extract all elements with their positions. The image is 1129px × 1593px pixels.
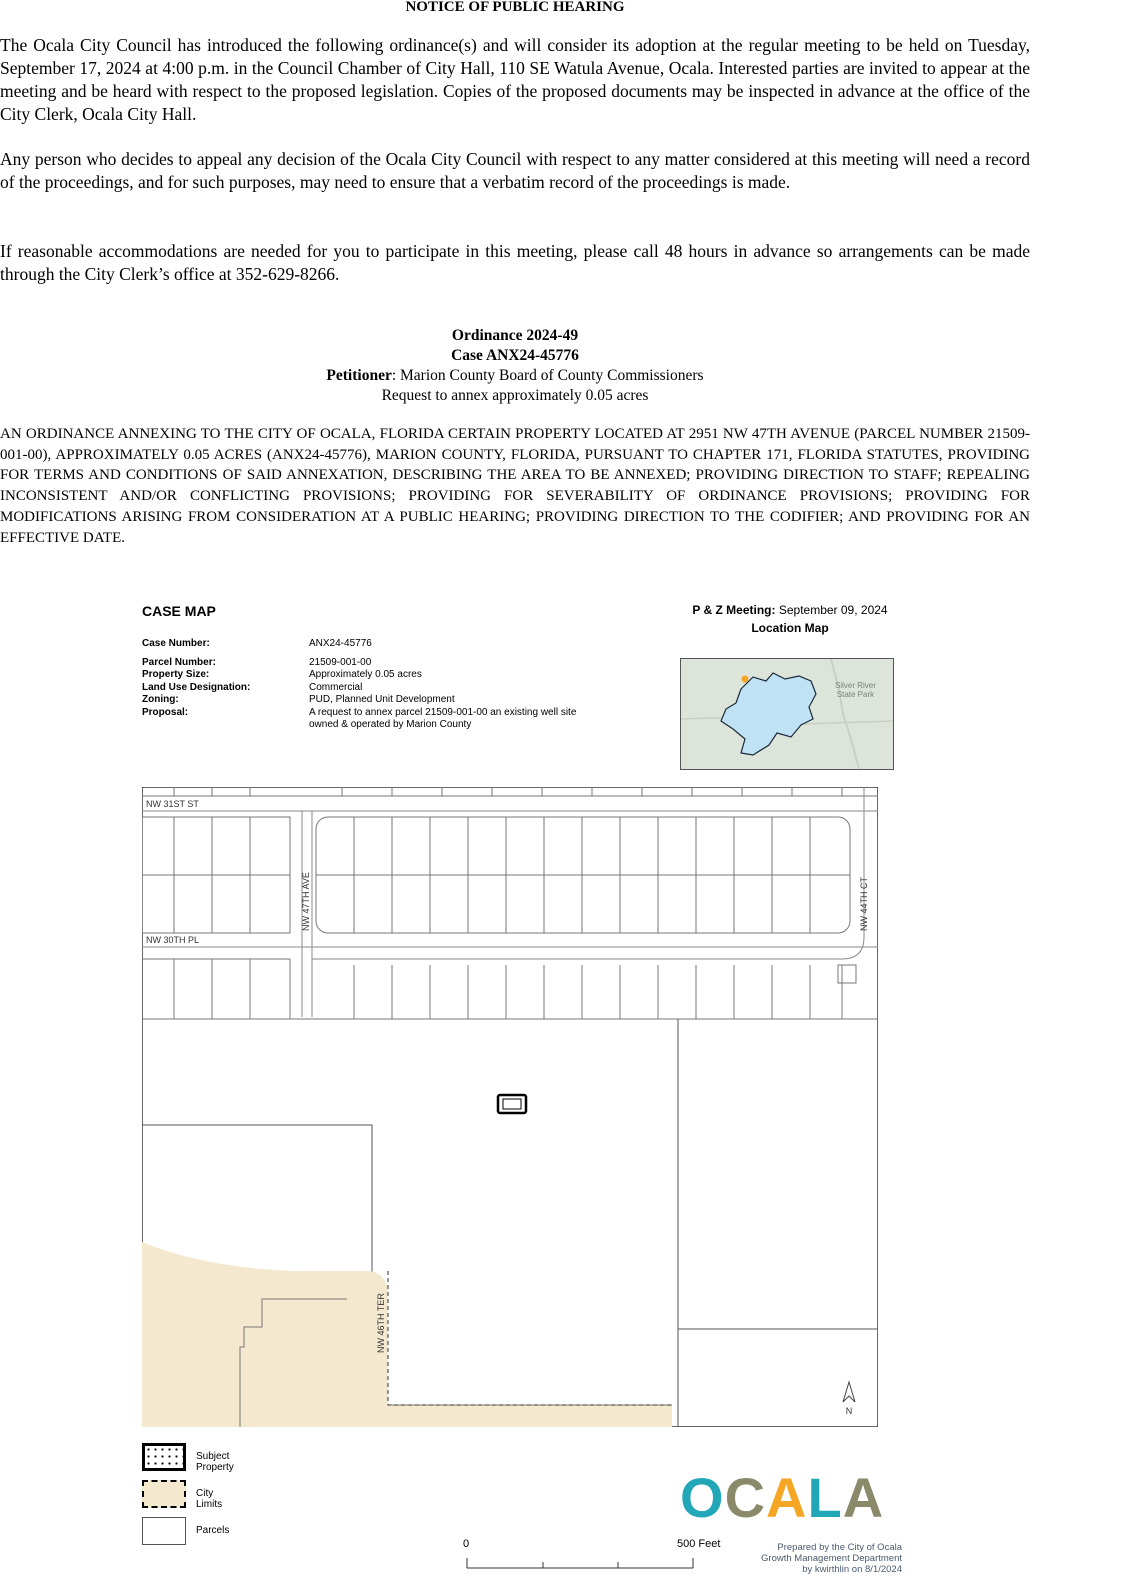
street-label-nw-44th-ct: NW 44TH CT — [859, 877, 869, 931]
location-map-title: Location Map — [751, 621, 829, 635]
case-number-value: ANX24-45776 — [309, 638, 372, 649]
subject-location-marker — [742, 676, 749, 683]
meeting-paragraph: The Ocala City Council has introduced the following ordinance(s) and will consider its adoption at the regular meeting to be held on Tuesday, September 17, 2024 at 4:00 p.m. in the Council Chamber of City Hall, 110 SE Watula Avenue, Ocala. Interested parties are invited to appear at the meeting and be heard with respect to the proposed legislation. Copies of the proposed documents may be inspected in advance at the office of the City Clerk, Ocala City Hall. — [0, 35, 1030, 124]
request-line: Request to annex approximately 0.05 acres — [381, 387, 649, 404]
prepared-by-line-1: Prepared by the City of Ocala — [777, 1542, 902, 1553]
prepared-by — [720, 1542, 902, 1575]
north-label: N — [845, 1406, 853, 1416]
legend-parcels-label: Parcels — [196, 1525, 230, 1536]
parcels-swatch — [142, 1517, 186, 1545]
subject-property-marker — [498, 1095, 526, 1113]
case-number: Case ANX24-45776 — [451, 347, 579, 364]
case-number-label: Case Number: — [142, 638, 210, 649]
pz-meeting-label: P & Z Meeting: — [692, 603, 776, 617]
proposal-label: Proposal: — [142, 706, 189, 718]
legend-city-limits-label: City Limits — [196, 1488, 223, 1510]
legend-subject-property-label: Subject Property — [196, 1451, 234, 1473]
scale-bar-graphic — [463, 1538, 733, 1578]
case-info-labels — [142, 638, 250, 719]
pz-meeting — [640, 603, 940, 617]
ordinance-number: Ordinance 2024-49 — [451, 327, 579, 344]
parcel-number-label: Parcel Number: — [142, 656, 216, 668]
zoning-label: Zoning: — [142, 694, 179, 705]
street-label-nw-46th-ter: NW 46TH TER — [376, 1293, 386, 1353]
zoning-value: PUD, Planned Unit Development — [309, 694, 455, 705]
petitioner-label: Petitioner — [326, 367, 392, 384]
scale-start-label: 0 — [463, 1538, 470, 1550]
parcel-number-value: 21509-001-00 — [309, 656, 372, 668]
petitioner-value: : Marion County Board of County Commissioners — [391, 367, 704, 384]
subject-property-swatch — [142, 1443, 186, 1471]
land-use-label: Land Use Designation: — [142, 681, 251, 693]
land-use-value: Commercial — [309, 681, 363, 693]
location-map — [680, 658, 894, 770]
appeal-paragraph: Any person who decides to appeal any decision of the Ocala City Council with respect to any matter considered at this meeting will need a record of the proceedings, and for such purposes, may need to ensure that a verbatim record of the proceedings is made. — [0, 149, 1030, 192]
notice-heading: NOTICE OF PUBLIC HEARING — [405, 0, 625, 15]
petitioner-line — [0, 366, 1030, 386]
proposal-value-2: owned & operated by Marion County — [309, 719, 472, 730]
pz-meeting-date: September 09, 2024 — [775, 603, 888, 617]
scale-end-label: 500 Feet — [677, 1538, 721, 1550]
street-label-nw-30th-pl: NW 30TH PL — [146, 935, 200, 945]
city-limits-swatch — [142, 1480, 186, 1508]
silver-river-label: Silver River State Park — [835, 681, 876, 699]
location-map-graphic — [681, 659, 893, 769]
parcel-map — [142, 787, 878, 1427]
street-label-nw-31st-st: NW 31ST ST — [146, 799, 199, 809]
ocala-logo-text: OCALA — [680, 1466, 885, 1525]
case-map — [0, 590, 1129, 1593]
case-info-values — [309, 638, 576, 732]
ordinance-header — [0, 326, 1030, 406]
property-size-value: Approximately 0.05 acres — [309, 669, 422, 680]
case-map-title: CASE MAP — [142, 603, 216, 619]
scale-bar — [463, 1538, 733, 1578]
accommodations-paragraph: If reasonable accommodations are needed for you to participate in this meeting, please call 48 hours in advance so arrangements can be made through the City Clerk’s office at 352-629-8266. — [0, 241, 1030, 284]
ordinance-text: AN ORDINANCE ANNEXING TO THE CITY OF OCALA, FLORIDA CERTAIN PROPERTY LOCATED AT 2951 NW 47TH AVENUE (PARCEL NUMBER 21509-001-00), APPROXIMATELY 0.05 ACRES (ANX24-45776), MARION COUNTY, FLORIDA, PURSUANT TO CHAPTER 171, FLORIDA STATUTES, PROVIDING FOR TERMS AND CONDITIONS OF SAID ANNEXATION, DESCRIBING THE AREA TO BE ANNEXED; PROVIDING DIRECTION TO STAFF; REPEALING INCONSISTENT AND/OR CONFLICTING PROVISIONS; PROVIDING FOR SEVERABILITY OF ORDINANCE PROVISIONS; PROVIDING FOR MODIFICATIONS ARISING FROM CONSIDERATION AT A PUBLIC HEARING; PROVIDING DIRECTION TO THE CODIFIER; AND PROVIDING FOR AN EFFECTIVE DATE. — [0, 426, 1030, 546]
proposal-value-1: A request to annex parcel 21509-001-00 an existing well site — [309, 706, 577, 718]
prepared-by-line-3: by kwirthlin on 8/1/2024 — [802, 1564, 902, 1575]
ocala-logo — [680, 1465, 900, 1525]
street-label-nw-47th-ave: NW 47TH AVE — [301, 872, 311, 931]
prepared-by-line-2: Growth Management Department — [761, 1553, 902, 1564]
property-size-label: Property Size: — [142, 669, 210, 680]
